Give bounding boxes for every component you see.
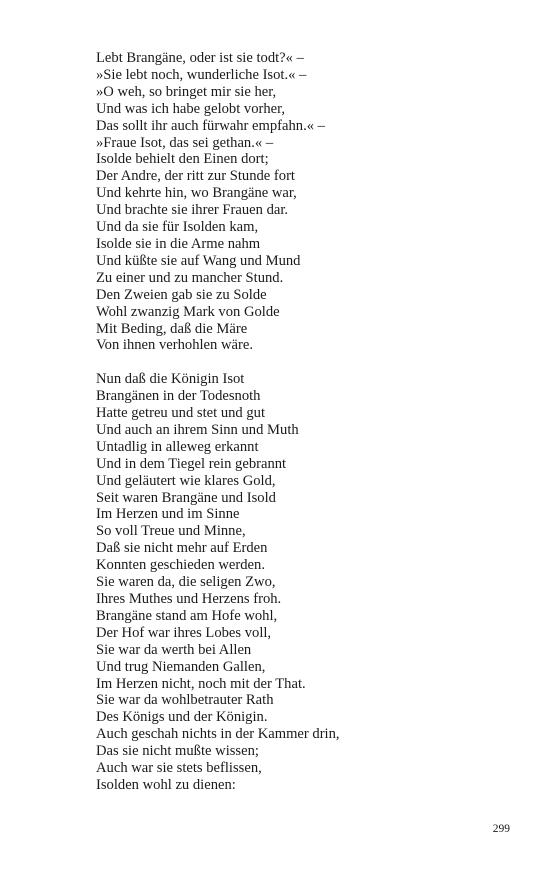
verse-line: Auch war sie stets beflissen, — [96, 760, 262, 777]
verse-line: Sie war da wohlbetrauter Rath — [96, 692, 274, 709]
verse-line: Und geläutert wie klares Gold, — [96, 472, 276, 489]
verse-line: »Fraue Isot, das sei gethan.« – — [96, 134, 274, 151]
verse-line: Und auch an ihrem Sinn und Muth — [96, 421, 299, 438]
verse-line: Von ihnen verhohlen wäre. — [96, 337, 253, 354]
verse-line: Den Zweien gab sie zu Solde — [96, 286, 267, 303]
poem-text — [96, 50, 516, 794]
verse-line: Sie war da werth bei Allen — [96, 641, 252, 658]
verse-line: Brangänen in der Todesnoth — [96, 388, 261, 405]
verse-line: Und da sie für Isolden kam, — [96, 219, 259, 236]
verse-line: Und kehrte hin, wo Brangäne war, — [96, 185, 297, 202]
verse-line: Und was ich habe gelobt vorher, — [96, 100, 286, 117]
verse-line: Das sollt ihr auch fürwahr empfahn.« – — [96, 117, 325, 134]
verse-line: Konnten geschieden werden. — [96, 557, 265, 574]
verse-line: Daß sie nicht mehr auf Erden — [96, 540, 268, 557]
verse-line: Untadlig in alleweg erkannt — [96, 438, 259, 455]
verse-line: Zu einer und zu mancher Stund. — [96, 269, 284, 286]
verse-line: Nun daß die Königin Isot — [96, 371, 245, 388]
verse-line: Im Herzen und im Sinne — [96, 506, 240, 523]
verse-line: Und trug Niemanden Gallen, — [96, 658, 266, 675]
verse-line: Und küßte sie auf Wang und Mund — [96, 252, 301, 269]
verse-line: Der Hof war ihres Lobes voll, — [96, 624, 272, 641]
verse-line: Brangäne stand am Hofe wohl, — [96, 607, 278, 624]
verse-line: So voll Treue und Minne, — [96, 523, 246, 540]
verse-line: Das sie nicht mußte wissen; — [96, 743, 259, 760]
verse-line: Des Königs und der Königin. — [96, 709, 268, 726]
verse-line: Und brachte sie ihrer Frauen dar. — [96, 202, 289, 219]
verse-line: Auch geschah nichts in der Kammer drin, — [96, 726, 340, 743]
verse-line: Seit waren Brangäne und Isold — [96, 489, 276, 506]
page-number: 299 — [492, 823, 510, 835]
verse-line: Sie waren da, die seligen Zwo, — [96, 574, 276, 591]
verse-line: Wohl zwanzig Mark von Golde — [96, 303, 280, 320]
verse-line: Im Herzen nicht, noch mit der That. — [96, 675, 306, 692]
verse-line: Und in dem Tiegel rein gebrannt — [96, 455, 287, 472]
verse-line: Ihres Muthes und Herzens froh. — [96, 590, 282, 607]
verse-line: »O weh, so bringet mir sie her, — [96, 83, 277, 100]
stanza-1 — [96, 50, 516, 354]
verse-line: Der Andre, der ritt zur Stunde fort — [96, 168, 295, 185]
verse-line: Isolden wohl zu dienen: — [96, 776, 236, 793]
verse-line: Mit Beding, daß die Märe — [96, 320, 248, 337]
verse-line: Isolde behielt den Einen dort; — [96, 151, 269, 168]
verse-line: »Sie lebt noch, wunderliche Isot.« – — [96, 66, 307, 83]
verse-line: Hatte getreu und stet und gut — [96, 405, 266, 422]
verse-line: Isolde sie in die Arme nahm — [96, 235, 261, 252]
stanza-2 — [96, 371, 516, 794]
verse-line: Lebt Brangäne, oder ist sie todt?« – — [96, 50, 304, 66]
